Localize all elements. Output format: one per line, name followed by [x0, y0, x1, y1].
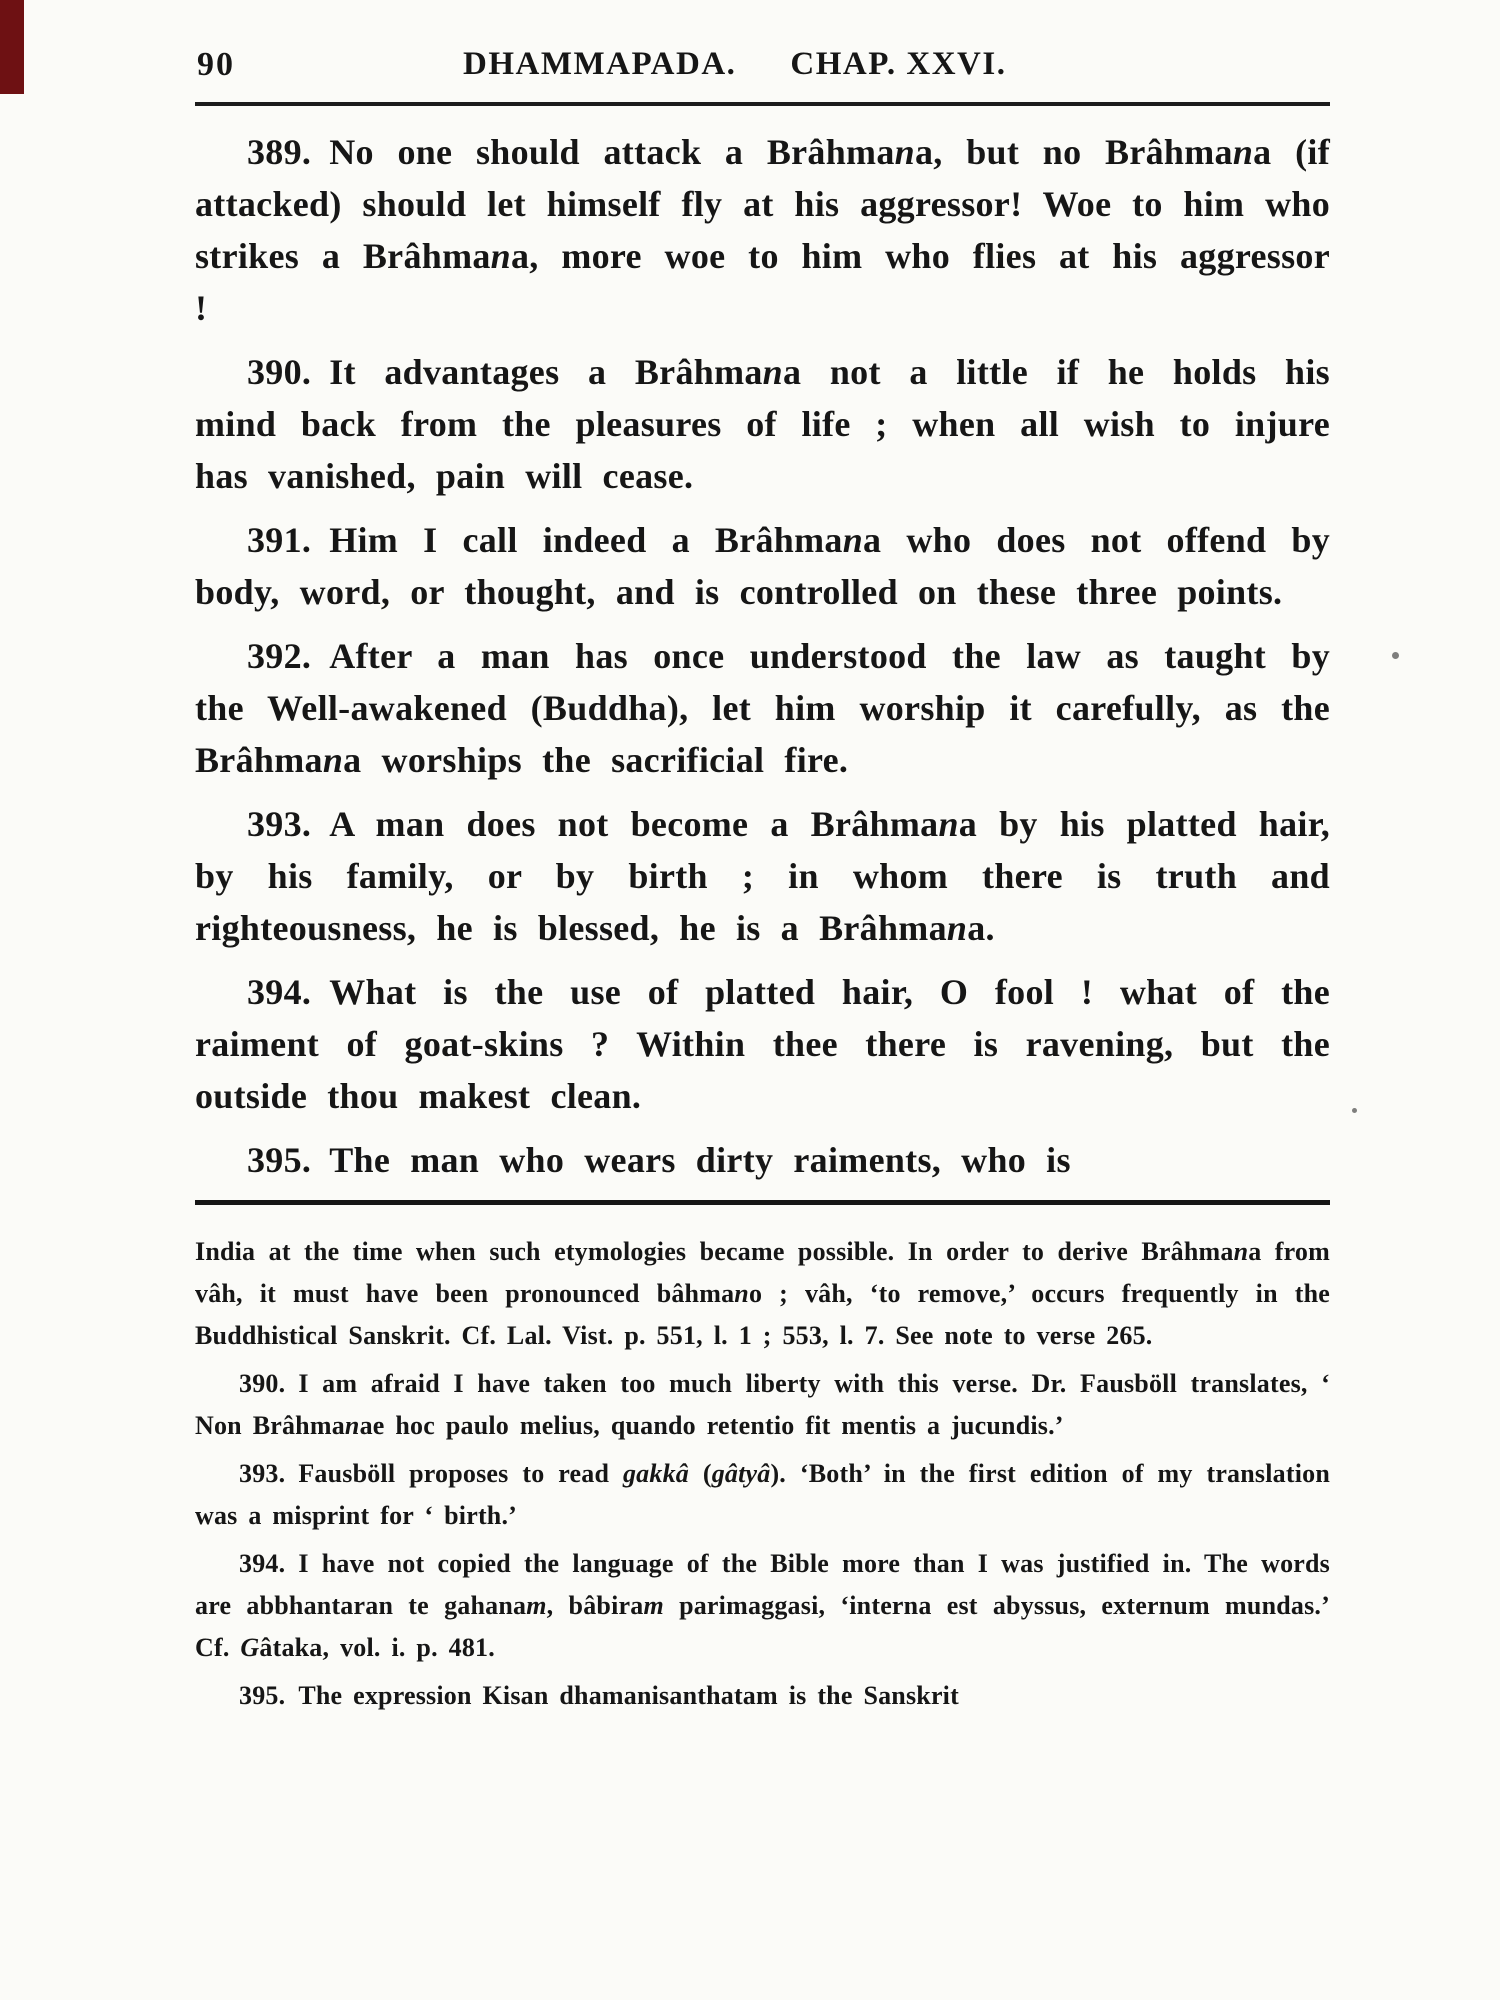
verse-number: 390. — [247, 352, 312, 392]
verse-paragraph — [195, 514, 1330, 618]
verse-text: After a man has once understood the law as taught by the Well-awakened (Buddha), let him worship it carefully, as the Brâhmana worships the sacrificial fire. — [195, 636, 1330, 780]
header-rule — [195, 102, 1330, 106]
footnote-number: 394. — [239, 1549, 286, 1578]
footnote-number: 390. — [239, 1369, 286, 1398]
chapter-title: CHAP. XXVI. — [790, 46, 1007, 82]
footnote-text: India at the time when such etymologies became possible. In order to derive Brâhmana from vâh, it must have been pronounced bâhmano ; vâh, ‘to remove,’ occurs frequently in the Buddhistical Sanskrit. Cf. Lal. Vist. p. 551, l. 1 ; 553, l. 7. See note to verse 265. — [195, 1237, 1331, 1350]
verse-text: The man who wears dirty raiments, who is — [329, 1140, 1071, 1180]
verse-paragraph — [195, 126, 1330, 334]
verse-text: What is the use of platted hair, O fool ! what of the raiment of goat-skins ? Within thee there is ravening, but the outside thou makest clean. — [195, 972, 1330, 1116]
verse-text: It advantages a Brâhmana not a little if he holds his mind back from the pleasures of life ; when all wish to injure has vanished, pain will cease. — [195, 352, 1330, 496]
verse-block — [195, 126, 1330, 1186]
verse-paragraph — [195, 1134, 1330, 1186]
verse-paragraph — [195, 630, 1330, 786]
verse-paragraph — [195, 798, 1330, 954]
footnote-paragraph — [195, 1675, 1330, 1717]
footnote-paragraph — [195, 1543, 1330, 1669]
verse-paragraph — [195, 966, 1330, 1122]
footnote-paragraph — [195, 1363, 1330, 1447]
running-head — [463, 46, 1006, 83]
footnote-paragraph — [195, 1453, 1330, 1537]
verse-paragraph — [195, 346, 1330, 502]
scan-speck — [1392, 652, 1399, 659]
footnote-text: I am afraid I have taken too much liberty with this verse. Dr. Fausböll translates, ‘ Non Brâhmanae hoc paulo melius, quando retentio fit mentis a jucundis.’ — [195, 1369, 1330, 1440]
verse-number: 393. — [247, 804, 312, 844]
footnote-number: 395. — [239, 1681, 286, 1710]
footnote-block — [195, 1231, 1330, 1717]
verse-number: 394. — [247, 972, 312, 1012]
verse-number: 391. — [247, 520, 312, 560]
footnote-paragraph — [195, 1231, 1330, 1357]
running-title: DHAMMAPADA. — [463, 46, 737, 82]
verse-text: Him I call indeed a Brâhmana who does not offend by body, word, or thought, and is controlled on these three points. — [195, 520, 1331, 612]
verse-number: 392. — [247, 636, 312, 676]
page-number: 90 — [197, 46, 235, 83]
verse-text: A man does not become a Brâhmana by his platted hair, by his family, or by birth ; in whom there is truth and righteousness, he is blessed, he is a Brâhmana. — [195, 804, 1330, 948]
verse-text: No one should attack a Brâhmana, but no Brâhmana (if attacked) should let himself fly at his aggressor! Woe to him who strikes a Brâhmana, more woe to him who flies at his aggressor ! — [195, 132, 1330, 328]
footnote-text: Fausböll proposes to read gakkâ (gâtyâ). ‘Both’ in the first edition of my translation was a misprint for ‘ birth.’ — [195, 1459, 1331, 1530]
footnote-number: 393. — [239, 1459, 286, 1488]
footnote-text: I have not copied the language of the Bible more than I was justified in. The words are abbhantaran te gahanam, bâbiram parimaggasi, ‘interna est abyssus, externum mundas.’ Cf. Gâtaka, vol. i. p. 481. — [195, 1549, 1330, 1662]
page-header — [195, 38, 1330, 98]
footnote-text: The expression Kisan dhamanisanthatam is the Sanskrit — [298, 1681, 959, 1710]
scan-speck — [1352, 1108, 1357, 1113]
page-content — [195, 38, 1330, 1723]
footnote-rule — [195, 1200, 1330, 1205]
verse-number: 395. — [247, 1140, 312, 1180]
scan-artifact-red-strip — [0, 0, 24, 94]
verse-number: 389. — [247, 132, 312, 172]
